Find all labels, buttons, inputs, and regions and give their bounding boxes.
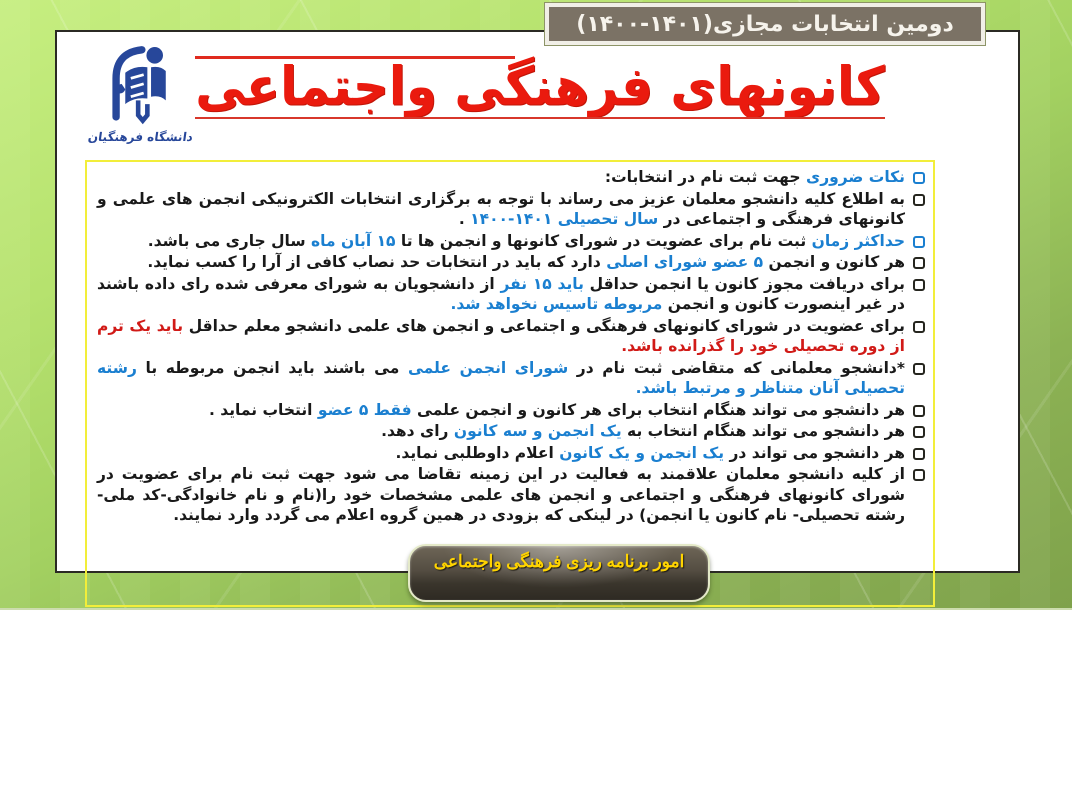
bullet-text: برای دریافت مجوز کانون یا انجمن حداقل باید ۱۵ نفر از دانشجویان به شورای معرفی شده رای داده باشند در غیر اینصورت کانون و انجمن مربوطه تاسیس نخواهد شد.	[97, 274, 905, 313]
list-item	[97, 252, 925, 273]
bullet-text: *دانشجو معلمانی که متقاضی ثبت نام در شورای انجمن علمی می باشند باید انجمن مربوطه با رشته تحصیلی آنان متناظر و مرتبط باشد.	[97, 358, 905, 397]
list-item	[97, 358, 925, 399]
bullet-square-icon	[913, 257, 925, 269]
page-title-block	[195, 42, 885, 118]
bullet-square-icon	[913, 279, 925, 291]
planning-affairs-label: امور برنامه ریزی فرهنگی واجتماعی	[433, 552, 685, 571]
bullet-text: به اطلاع کلیه دانشجو معلمان عزیز می رساند با توجه به برگزاری انتخابات الکترونیکی انجمن های علمی و کانونهای فرهنگی و اجتماعی در سال تحصیلی ۱۴۰۱-۱۴۰۰ .	[97, 189, 905, 228]
logo-caption: دانشگاه فرهنگیان	[86, 130, 194, 144]
list-item	[97, 464, 925, 526]
list-item	[97, 443, 925, 464]
bullet-text: هر دانشجو می تواند هنگام انتخاب برای هر کانون و انجمن علمی فقط ۵ عضو انتخاب نماید .	[208, 400, 905, 419]
list-item	[97, 400, 925, 421]
list-item	[97, 231, 925, 252]
bullet-square-icon	[913, 172, 925, 184]
list-item	[97, 189, 925, 230]
list-item	[97, 316, 925, 357]
list-item	[97, 167, 925, 188]
bullet-square-icon	[913, 363, 925, 375]
bullet-text: برای عضویت در شورای کانونهای فرهنگی و اجتماعی و انجمن های علمی دانشجو معلم حداقل باید یک ترم از دوره تحصیلی خود را گذرانده باشد.	[97, 316, 905, 355]
bullet-text: هر کانون و انجمن ۵ عضو شورای اصلی دارد که باید در انتخابات حد نصاب کافی از آرا را کسب نماید.	[147, 253, 905, 271]
notes-box	[85, 160, 935, 607]
bullet-square-icon	[913, 194, 925, 206]
bullet-square-icon	[913, 426, 925, 438]
bullet-text: هر دانشجو می تواند هنگام انتخاب به یک انجمن و سه کانون رای دهد.	[381, 422, 905, 440]
bullet-text: از کلیه دانشجو معلمان علاقمند به فعالیت در این زمینه تقاضا می شود جهت ثبت نام برای عضویت در شورای کانونهای فرهنگی و اجتماعی و انجمن های علمی مشخصات خود را(نام و نام خانوادگی-کد ملی-رشته تحصیلی- نام کانون یا انجمن) در لینکی که بزودی در همین گروه اعلام می گردد وارد نمایند.	[97, 465, 905, 524]
university-emblem-icon	[94, 36, 186, 128]
planning-affairs-button[interactable]	[408, 544, 710, 602]
banner-title: دومین انتخابات مجازی(۱۴۰۱-۱۴۰۰)	[576, 11, 954, 37]
emblem-dot	[146, 47, 163, 64]
top-banner	[545, 3, 985, 45]
bullet-square-icon	[913, 236, 925, 248]
list-item	[97, 274, 925, 315]
title-underline	[195, 117, 885, 119]
bullet-text: نکات ضروری جهت ثبت نام در انتخابات:	[604, 168, 905, 186]
bullet-square-icon	[913, 405, 925, 417]
list-item	[97, 421, 925, 442]
university-logo	[70, 36, 210, 154]
bullet-square-icon	[913, 321, 925, 333]
bullet-square-icon	[913, 448, 925, 460]
bullet-text: هر دانشجو می تواند در یک انجمن و یک کانون اعلام داوطلبی نماید.	[395, 443, 905, 462]
bullet-square-icon	[913, 469, 925, 481]
bullet-text: حداکثر زمان ثبت نام برای عضویت در شورای کانونها و انجمن ها تا ۱۵ آبان ماه سال جاری می باشد.	[147, 231, 905, 250]
bullet-list	[97, 167, 925, 526]
page-title: کانونهای فرهنگی واجتماعی	[195, 55, 885, 118]
